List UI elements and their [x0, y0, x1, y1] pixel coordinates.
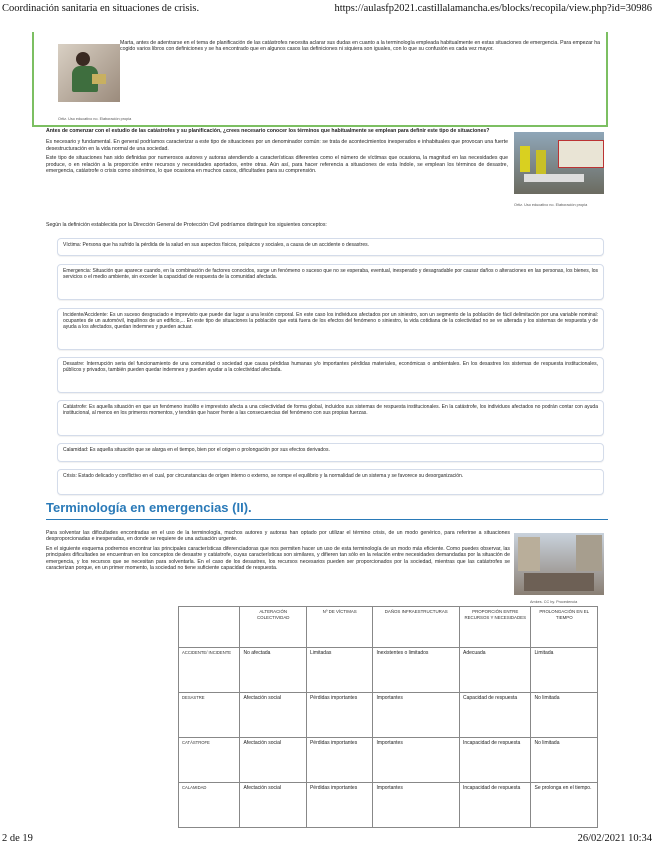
table-header-cell: ALTERACIÓN COLECTIVIDAD	[240, 607, 306, 648]
print-header-url: https://aulasfp2021.castillalamancha.es/blocks/recopila/view.php?id=30986	[334, 3, 652, 14]
definition-catastrofe: Catástrofe: Es aquella situación en que un fenómeno insólito e imprevisto afecta a una colectividad de forma global, incluidos sus sistemas de respuesta institucionales. En la catástrofe, los individuos afectados no podrán contar con ayuda institucional, al menos en los primeros momentos, y tendrán que hacer frente a las consecuencias del fenómeno con sus propias fuerzas.	[57, 400, 604, 436]
table-header-cell: Nº DE VÍCTIMAS	[306, 607, 372, 648]
table-cell: Adecuada	[459, 648, 531, 693]
section1-question: Antes de comenzar con el estudio de las catástrofes y su planificación, ¿crees necesario conocer los términos que habitualmente se emplean para definir este tipo de situaciones?	[46, 128, 490, 134]
table-cell: Pérdidas importantes	[306, 693, 372, 738]
table-row-header: DESASTRE	[179, 693, 240, 738]
table-cell: Pérdidas importantes	[306, 783, 372, 828]
table-cell: No afectada	[240, 648, 306, 693]
print-footer-page: 2 de 19	[2, 833, 33, 844]
table-cell: Afectación social	[240, 738, 306, 783]
print-header-title: Coordinación sanitaria en situaciones de crisis.	[2, 3, 200, 14]
street-photo	[514, 533, 604, 595]
definition-desastre: Desastre: Interrupción seria del funcionamiento de una comunidad o sociedad que causa pérdidas humanas y/o importantes pérdidas materiales, económicas o ambientales. En los desastres los sistemas de respuesta institucionales, públicos y privados, también pueden quedar indemnes y pueden ayudar a la colectividad afectada.	[57, 357, 604, 393]
ambulance-photo-caption: Ortiz. Uso educativo no. Elaboración propia	[514, 203, 588, 207]
table-cell: Incapacidad de respuesta	[459, 783, 531, 828]
section2-text	[46, 530, 510, 574]
table-header-cell: PROPORCIÓN ENTRE RECURSOS Y NECESIDADES	[459, 607, 531, 648]
table-row	[179, 738, 598, 783]
table-cell: Incapacidad de respuesta	[459, 738, 531, 783]
section1-paragraph-1: Es necesario y fundamental. En general podríamos caracterizar a este tipo de situaciones por un denominador común: se trata de acontecimientos inesperados e inhabituales que provocan una fuerte desestructuración en la vida normal de una sociedad.	[46, 139, 508, 152]
table-cell: Afectación social	[240, 783, 306, 828]
table-cell: Importantes	[373, 783, 460, 828]
table-cell: Importantes	[373, 693, 460, 738]
definition-crisis: Crisis: Estado delicado y conflictivo en el cual, por circunstancias de origen interno o externo, se rompe el equilibrio y la normalidad de un sistema y se favorece su desorganización.	[57, 469, 604, 495]
table-header-row	[179, 607, 598, 648]
definition-incidente-accidente: Incidente/Accidente: Es un suceso desgraciado e imprevisto que puede dar lugar a una lesión corporal. En este caso los individuos afectados por un siniestro, son un segmento de la población de fácil delimitación por una variable nominal: ocupantes de un automóvil, inquilinos de un edificio,... En este tipo de situaciones la población que está fuera de los efectos del fenómeno o siniestro, la vida cotidiana de la colectividad no se ve alterada y los sistemas de respuesta y de ayuda a los afectados, quedan indemnes y pueden actuar.	[57, 308, 604, 350]
table-cell: Inexistentes o limitados	[373, 648, 460, 693]
section2-title: Terminología en emergencias (II).	[46, 500, 252, 515]
table-cell: Afectación social	[240, 693, 306, 738]
table-cell: Pérdidas importantes	[306, 738, 372, 783]
ambulance-photo	[514, 132, 604, 194]
table-header-cell: PROLONGACIÓN EN EL TIEMPO	[531, 607, 598, 648]
table-cell: No limitada	[531, 693, 598, 738]
comparison-table	[178, 606, 598, 828]
table-cell: Importantes	[373, 738, 460, 783]
section1-text	[46, 128, 508, 177]
table-row-header: CALAMIDAD	[179, 783, 240, 828]
table-header-cell	[179, 607, 240, 648]
table-row	[179, 783, 598, 828]
table-row-header: CATÁSTROFE	[179, 738, 240, 783]
table-cell: No limitada	[531, 738, 598, 783]
section2-paragraph-2: En el siguiente esquema podremos encontrar las principales características diferenciadoras que nos permiten hacer un uso de esta terminología de un modo más eficiente. Como puedes observar, las principales dificultades se encuentran en los conceptos de desastre y catástrofe, cuyas características son similares, y difieren tan sólo en la relación entre necesidades demandadas por la situación de emergencia, y los recursos que se necesitan para solventarla. En el caso de los desastres, los recursos necesarios pueden ser proporcionados por la sociedad, mientras que las catástrofes se caracterizan porque, en un primer momento, la sociedad no tiene suficiente capacidad de respuesta.	[46, 545, 510, 572]
street-photo-caption: Amkes. CC by. Procedencia	[530, 600, 578, 604]
section1-paragraph-2: Este tipo de situaciones han sido definidas por numerosos autores y autoras atendiendo a características diferentes como el número de víctimas que ocasiona, la magnitud en las necesidades que produce, o en relación a la proporción entre recursos y necesidades aportados, entre otras. Aún así, para hacer referencia a situaciones de esta índole, se emplean los términos de desastre, emergencia, catástrofe o crisis como sinónimos, lo que ocasiona en muchos casos, dificultades para su comprensión.	[46, 155, 508, 175]
table-cell: Limitada	[531, 648, 598, 693]
print-footer-date: 26/02/2021 10:34	[577, 833, 652, 844]
table-row-header: ACCIDENTE/ INCIDENTE	[179, 648, 240, 693]
definition-emergencia: Emergencia: Situación que aparece cuando, en la combinación de factores conocidos, surge un fenómeno o suceso que no se esperaba, eventual, inesperado y desagradable por causar daños o alteraciones en las personas, los bienes, los servicios o el medio ambiente, sin exceder la capacidad de respuesta de la comunidad afectada.	[57, 264, 604, 300]
table-row	[179, 693, 598, 738]
table-header-cell: DAÑOS INFRAESTRUCTURAS	[373, 607, 460, 648]
intro-photo	[58, 44, 120, 102]
section2-paragraph-1: Para solventar las dificultades encontradas en el uso de la terminología, muchos autores y autoras han optado por utilizar el término crisis, de un modo genérico, para referirse a situaciones desproporcionadas e inesperadas, en donde se requiere de una actuación urgente.	[46, 530, 510, 543]
table-cell: Capacidad de respuesta	[459, 693, 531, 738]
definition-calamidad: Calamidad: Es aquella situación que se alarga en el tiempo, bien por el origen o prolongación por sus efectos derivados.	[57, 443, 604, 462]
table-row	[179, 648, 598, 693]
intro-text: Marta, antes de adentrarse en el tema de planificación de las catástrofes necesita aclarar sus dudas en cuanto a la terminología empleada habitualmente en estas situaciones de emergencia. Para empezar ha cogido varios libros con definiciones y se ha encontrado que en algunos casos las definiciones ni siquiera son iguales, con lo que su confusión es cada vez mayor.	[120, 40, 600, 53]
section1-intro-concepts: Según la definición establecida por la Dirección General de Protección Civil podríamos distinguir los siguientes conceptos:	[46, 222, 327, 228]
intro-photo-caption: Ortiz. Uso educativo no. Elaboración propia	[58, 117, 132, 121]
table-cell: Limitadas	[306, 648, 372, 693]
section2-title-underline	[46, 519, 608, 520]
table-cell: Se prolonga en el tiempo.	[531, 783, 598, 828]
definition-victima: Víctima: Persona que ha sufrido la pérdida de la salud en sus aspectos físicos, psíquicos y sociales, a causa de un accidente o desastres.	[57, 238, 604, 256]
